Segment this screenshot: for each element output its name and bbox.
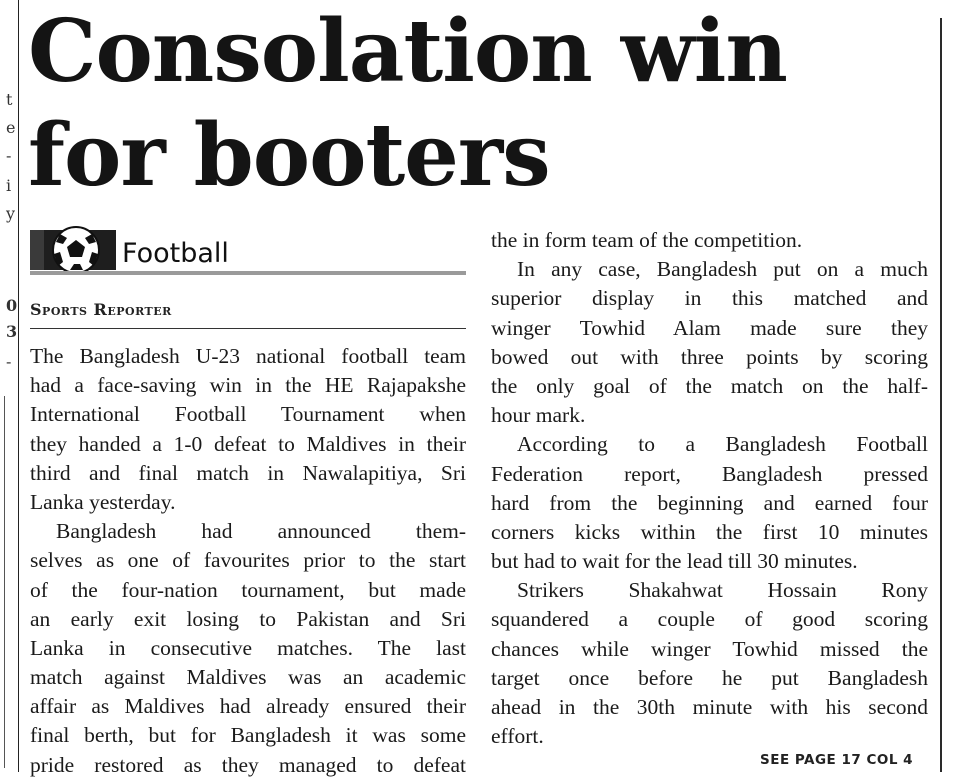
text-line: Federation report, Bangladesh pressed	[491, 461, 928, 486]
text-line: chances while winger Towhid missed the	[491, 636, 928, 661]
text-line: ahead in the 30th minute with his second	[491, 695, 928, 719]
text-line: the only goal of the match on the half-	[491, 373, 928, 398]
headline	[28, 0, 928, 208]
left-fragment: y	[6, 204, 16, 223]
text-line: In any case, Bangladesh put on a much	[517, 257, 928, 282]
text-line: winger Towhid Alam made sure they	[491, 315, 928, 340]
column-divider-right	[940, 18, 942, 772]
left-fragment: -	[6, 146, 12, 165]
left-fragment: 3	[6, 322, 18, 341]
section-underline	[30, 271, 466, 275]
text-line: bowed out with three points by scoring	[491, 344, 928, 369]
headline-line-2: for booters	[28, 105, 550, 206]
column-divider-left-lower	[4, 396, 5, 768]
left-fragment: -	[6, 352, 12, 371]
headline-line-1: Consolation win	[28, 1, 787, 102]
text-line: International Football Tournament when	[30, 402, 466, 427]
text-line: Bangladesh had announced them-	[56, 519, 466, 544]
text-line: Strikers Shakahwat Hossain Rony	[517, 578, 928, 603]
text-line: The Bangladesh U-23 national football team	[30, 344, 466, 368]
text-line: effort.	[491, 724, 544, 749]
text-line: affair as Maldives had already ensured their	[30, 694, 466, 719]
text-line: of the four-nation tournament, but made	[30, 577, 466, 602]
text-line: pride restored as they managed to defeat	[30, 752, 466, 777]
text-line: an early exit losing to Pakistan and Sri	[30, 606, 466, 631]
text-line: match against Maldives was an academic	[30, 665, 466, 690]
text-line: final berth, but for Bangladesh it was some	[30, 723, 466, 748]
left-fragment: 0	[6, 296, 18, 315]
text-line: they handed a 1-0 defeat to Maldives in their	[30, 431, 466, 456]
continuation-line: SEE PAGE 17 COL 4	[760, 752, 914, 768]
text-line: squandered a couple of good scoring	[491, 607, 928, 632]
text-line: hard from the beginning and earned four	[491, 490, 928, 515]
left-fragment: e	[6, 118, 16, 137]
text-line: According to a Bangladesh Football	[517, 432, 928, 457]
football-icon	[30, 226, 116, 274]
left-fragment: t	[6, 90, 13, 109]
text-line: third and final match in Nawalapitiya, Sri	[30, 460, 466, 485]
text-line: superior display in this matched and	[491, 286, 928, 311]
text-line: selves as one of favourites prior to the start	[30, 548, 466, 573]
text-line: Lanka yesterday.	[30, 489, 176, 514]
text-line: had a face-saving win in the HE Rajapakshe	[30, 373, 466, 398]
text-line: but had to wait for the lead till 30 minutes.	[491, 549, 858, 574]
text-line: corners kicks within the first 10 minutes	[491, 519, 928, 544]
section-label: Football	[122, 238, 229, 269]
text-line: target once before he put Bangladesh	[491, 665, 928, 690]
text-line: the in form team of the competition.	[491, 228, 803, 252]
byline-rule	[30, 328, 466, 329]
article-column-1	[30, 342, 466, 780]
byline: Sports Reporter	[30, 300, 172, 319]
text-line: Lanka in consecutive matches. The last	[30, 635, 466, 660]
section-tag	[30, 226, 466, 278]
column-divider-left	[18, 0, 19, 772]
left-fragment: i	[6, 176, 12, 195]
article-column-2	[491, 226, 928, 751]
text-line: hour mark.	[491, 403, 586, 428]
